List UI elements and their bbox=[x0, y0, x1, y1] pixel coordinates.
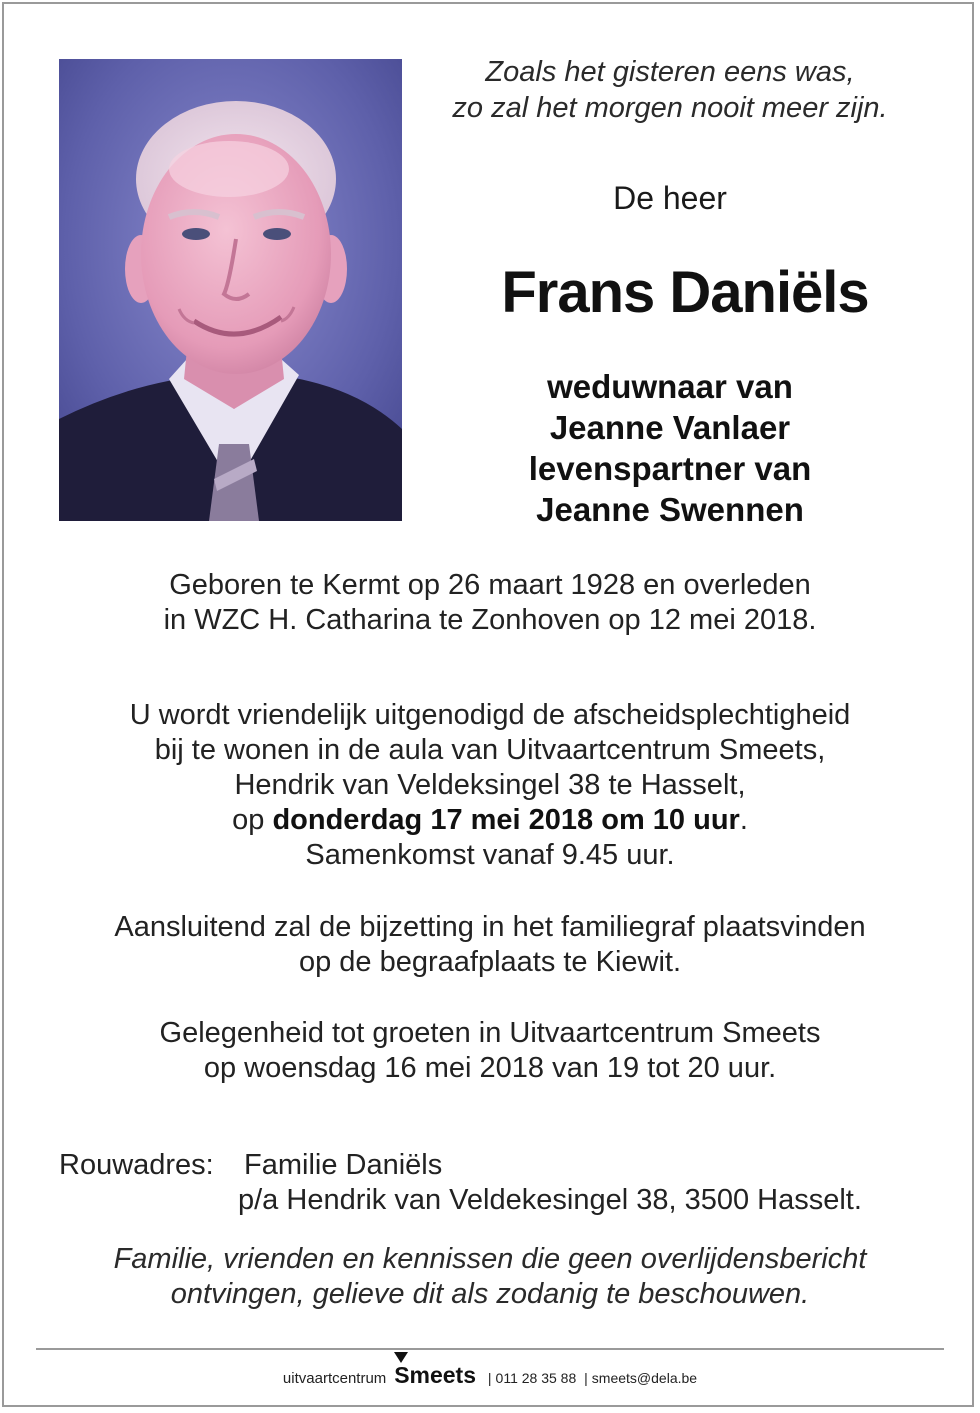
portrait-illustration bbox=[59, 59, 402, 521]
closing-line: ontvingen, gelieve dit als zodanig te beschouwen. bbox=[170, 1278, 810, 1310]
relation-line: levenspartner van bbox=[528, 450, 812, 487]
footer-separator: | bbox=[487, 1370, 492, 1386]
mourning-address-name: Familie Daniëls bbox=[244, 1149, 443, 1181]
ceremony-line: Hendrik van Veldeksingel 38 te Hasselt, bbox=[234, 769, 746, 801]
deceased-name: Frans Daniëls bbox=[501, 260, 869, 325]
footer-separator: | bbox=[584, 1370, 588, 1386]
quote-line: zo zal het morgen nooit meer zijn. bbox=[452, 92, 888, 124]
ceremony-line: Samenkomst vanaf 9.45 uur. bbox=[305, 839, 675, 871]
ceremony-block bbox=[40, 698, 940, 873]
closing-note bbox=[40, 1242, 940, 1312]
relations-block bbox=[420, 366, 920, 530]
burial-line: Aansluitend zal de bijzetting in het familiegraf plaatsvinden bbox=[114, 911, 866, 943]
ceremony-line: U wordt vriendelijk uitgenodigd de afscheidsplechtigheid bbox=[129, 699, 851, 731]
ceremony-date-suffix: . bbox=[739, 804, 748, 836]
footer-phone: 011 28 35 88 bbox=[495, 1370, 577, 1386]
visitation-line: Gelegenheid tot groeten in Uitvaartcentrum Smeets bbox=[159, 1017, 821, 1049]
burial-line: op de begraafplaats te Kiewit. bbox=[298, 946, 682, 978]
closing-line: Familie, vrienden en kennissen die geen overlijdensbericht bbox=[113, 1243, 867, 1275]
mourning-address-street: p/a Hendrik van Veldekesingel 38, 3500 Hasselt. bbox=[238, 1184, 862, 1216]
burial-block bbox=[40, 910, 940, 980]
portrait-photo bbox=[59, 59, 402, 521]
relation-line: Jeanne Swennen bbox=[536, 491, 804, 528]
ceremony-date-prefix: op bbox=[232, 804, 273, 836]
opening-quote bbox=[420, 54, 920, 126]
footer-email[interactable]: smeets@dela.be bbox=[591, 1370, 698, 1386]
ceremony-date: donderdag 17 mei 2018 om 10 uur bbox=[272, 804, 740, 836]
mourning-address-label: Rouwadres: bbox=[59, 1149, 214, 1181]
ceremony-line: bij te wonen in de aula van Uitvaartcentrum Smeets, bbox=[154, 734, 826, 766]
footer-prefix: uitvaartcentrum bbox=[282, 1370, 387, 1387]
quote-line: Zoals het gisteren eens was, bbox=[485, 56, 855, 88]
birth-death-block bbox=[40, 568, 940, 638]
footer-divider bbox=[36, 1348, 944, 1350]
ceremony-date-line bbox=[40, 803, 940, 838]
birth-death-line: in WZC H. Catharina te Zonhoven op 12 mei 2018. bbox=[163, 604, 817, 636]
relation-line: weduwnaar van bbox=[547, 368, 793, 405]
relation-line: Jeanne Vanlaer bbox=[549, 409, 791, 446]
birth-death-line: Geboren te Kermt op 26 maart 1928 en overleden bbox=[169, 569, 811, 601]
visitation-block bbox=[40, 1016, 940, 1086]
visitation-line: op woensdag 16 mei 2018 van 19 tot 20 uur. bbox=[203, 1052, 777, 1084]
brand-logo: Smeets bbox=[394, 1362, 477, 1388]
salutation: De heer bbox=[613, 180, 727, 216]
footer bbox=[0, 1362, 980, 1389]
